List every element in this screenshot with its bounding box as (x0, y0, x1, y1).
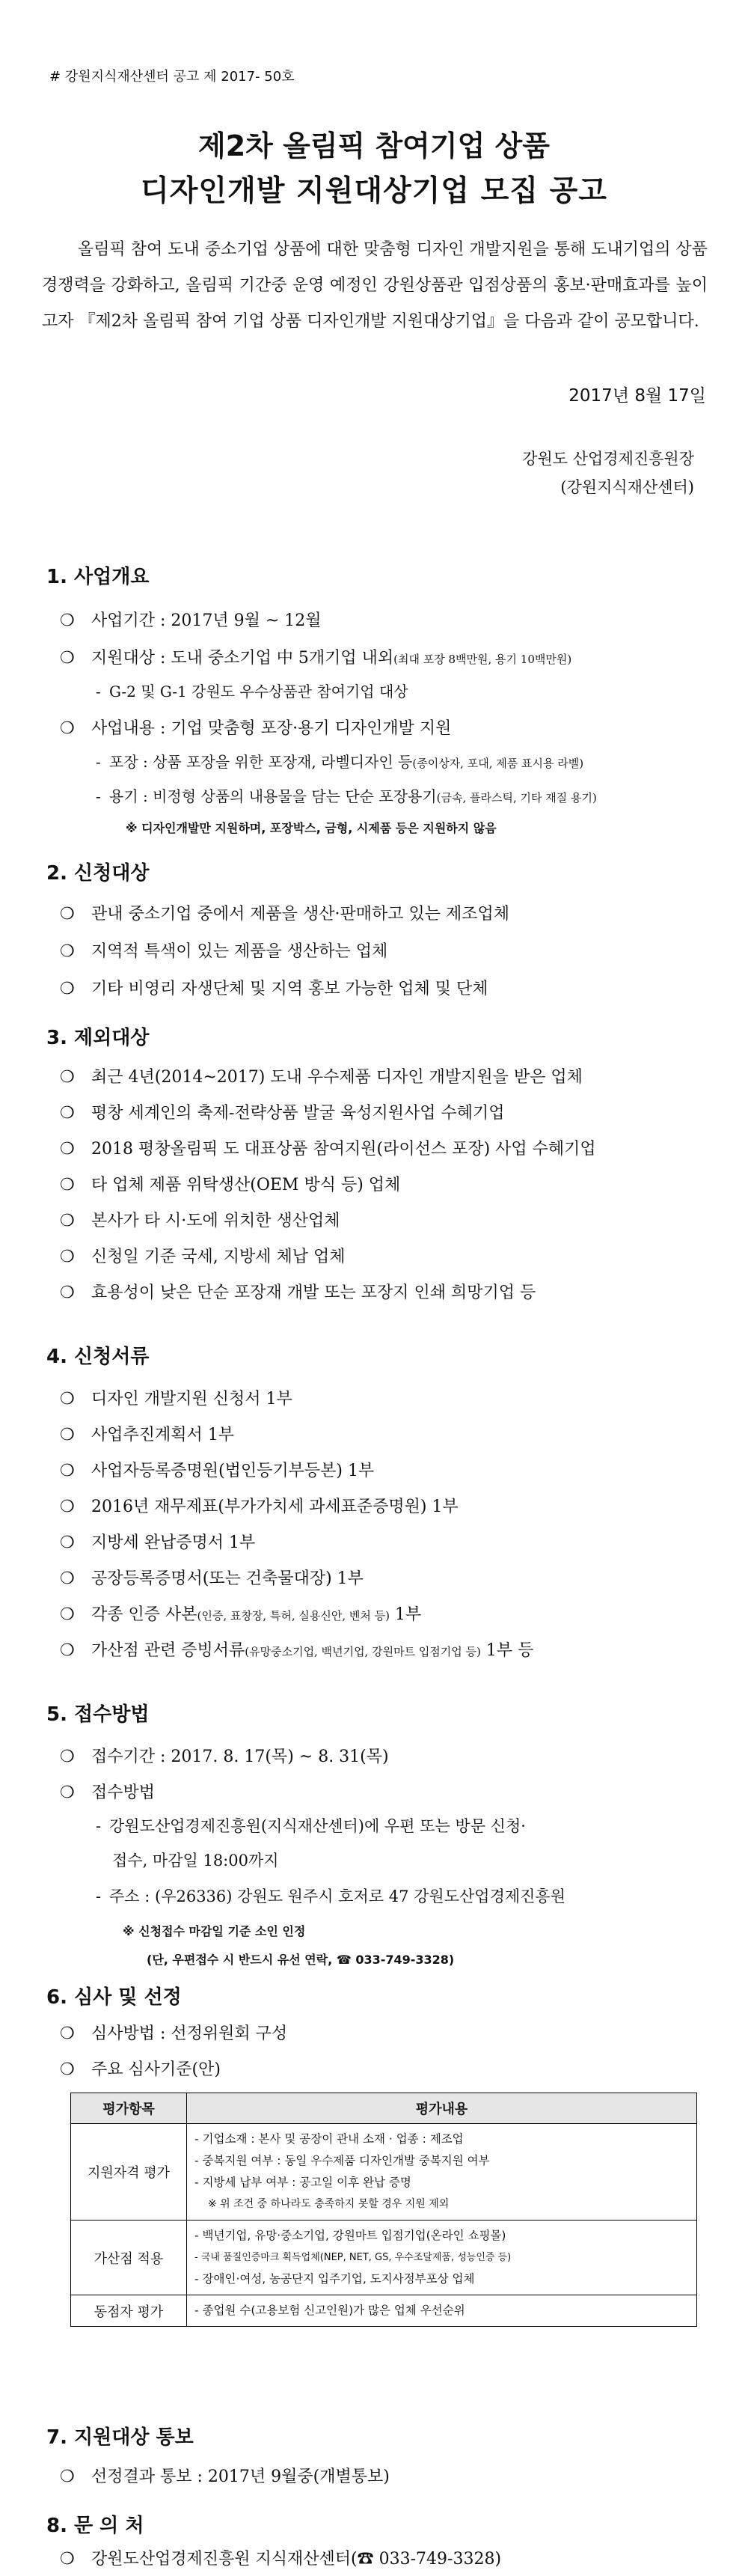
section-heading-notification: 7. 지원대상 통보 (46, 2426, 194, 2449)
bullet-icon: ❍ (60, 1605, 75, 1624)
list-item: ❍ 기타 비영리 자생단체 및 지역 홍보 가능한 업체 및 단체 (60, 980, 488, 998)
bullet-icon: ❍ (60, 2060, 75, 2079)
bullet-icon: ❍ (60, 980, 75, 998)
list-item: ❍ 강원도산업경제진흥원 지식재산센터(☎ 033-749-3328) (60, 2550, 502, 2569)
list-item: ❍ 최근 4년(2014~2017) 도내 우수제품 디자인 개발지원을 받은 업체 (60, 1068, 583, 1087)
sub-item: - 주소 : (우26336) 강원도 원주시 호저로 47 강원도산업경제진흥원 (96, 1887, 566, 1905)
bullet-icon: ❍ (60, 1498, 75, 1516)
list-item: ❍ 접수기간 : 2017. 8. 17(목) ~ 8. 31(목) (60, 1748, 389, 1766)
bullet-icon: ❍ (60, 611, 75, 630)
list-item: ❍ 심사방법 : 선정위원회 구성 (60, 2024, 288, 2043)
section-heading-eligibility: 2. 신청대상 (46, 862, 150, 885)
list-item: ❍ 2018 평창올림픽 도 대표상품 참여지원(라이선스 포장) 사업 수혜기업 (60, 1140, 596, 1159)
list-item: ❍ 지역적 특색이 있는 제품을 생산하는 업체 (60, 942, 388, 961)
list-item: ❍ 가산점 관련 증빙서류(유망중소기업, 백년기업, 강원마트 입점기업 등) 1부 등 (60, 1641, 534, 1660)
bullet-icon: ❍ (60, 1176, 75, 1194)
table-row (71, 2124, 697, 2221)
table-header-row (71, 2093, 697, 2124)
list-item: ❍ 각종 인증 사본(인증, 표창장, 특허, 실용신안, 벤처 등) 1부 (60, 1605, 422, 1624)
section-heading-review: 6. 심사 및 선정 (46, 1986, 182, 2009)
table-cell-content: - 종업원 수(고용보험 신고인원)가 많은 업체 우선순위 (187, 2295, 697, 2327)
table-row (71, 2221, 697, 2295)
issuer-subname: (강원지식재산센터) (560, 478, 694, 496)
bullet-icon: ❍ (60, 1140, 75, 1159)
table-header: 평가항목 (71, 2093, 187, 2124)
list-item: ❍ 관내 중소기업 중에서 제품을 생산·판매하고 있는 제조업체 (60, 905, 510, 924)
list-item: ❍ 평창 세계인의 축제-전략상품 발굴 육성지원사업 수혜기업 (60, 1104, 505, 1123)
bullet-icon: ❍ (60, 1569, 75, 1588)
table-cell-content: - 기업소재 : 본사 및 공장이 관내 소재 · 업종 : 제조업 - 중복지원 여부 : 동일 우수제품 디자인개발 중복지원 여부 - 지방세 납부 여부 : 공고일 이후 완납 증명 ※ 위 조건 중 하나라도 충족하지 못할 경우 지원 제외 (187, 2124, 697, 2221)
list-item: ❍ 주요 심사기준(안) (60, 2060, 221, 2079)
table-row (71, 2295, 697, 2327)
section-heading-overview: 1. 사업개요 (46, 566, 150, 588)
criteria-table (70, 2093, 697, 2327)
list-item: ❍ 본사가 타 시·도에 위치한 생산업체 (60, 1212, 340, 1230)
bullet-icon: ❍ (60, 1068, 75, 1087)
list-item: ❍ 사업내용 : 기업 맞춤형 포장·용기 디자인개발 지원 (60, 719, 452, 738)
bullet-icon: ❍ (60, 1212, 75, 1230)
sub-item-continued: 접수, 마감일 18:00까지 (112, 1852, 279, 1870)
bullet-icon: ❍ (60, 1641, 75, 1660)
list-item: ❍ 2016년 재무제표(부가가치세 과세표준증명원) 1부 (60, 1498, 459, 1516)
sub-item: - 강원도산업경제진흥원(지식재산센터)에 우편 또는 방문 신청· (96, 1817, 526, 1835)
announcement-date: 2017년 8월 17일 (568, 386, 706, 406)
list-item: ❍ 효용성이 낮은 단순 포장재 개발 또는 포장지 인쇄 희망기업 등 (60, 1284, 536, 1302)
bullet-icon: ❍ (60, 2024, 75, 2043)
table-cell-category: 가산점 적용 (71, 2221, 187, 2295)
notice-number: # 강원지식재산센터 공고 제 2017- 50호 (49, 69, 295, 85)
bullet-icon: ❍ (60, 1533, 75, 1552)
table-header: 평가내용 (187, 2093, 697, 2124)
bullet-icon: ❍ (60, 1390, 75, 1408)
list-item: ❍ 사업추진계획서 1부 (60, 1426, 235, 1444)
note: ※ 신청접수 마감일 기준 소인 인정 (123, 1924, 306, 1938)
list-item: ❍ 신청일 기준 국세, 지방세 체납 업체 (60, 1248, 346, 1266)
sub-item: - 포장 : 상품 포장을 위한 포장재, 라벨디자인 등(종이상자, 포대, 제품 표시용 라벨) (96, 753, 584, 771)
document-title-line2: 디자인개발 지원대상기업 모집 공고 (141, 174, 607, 208)
bullet-icon: ❍ (60, 1462, 75, 1480)
sub-item: - 용기 : 비정형 상품의 내용물을 담는 단순 포장용기(금속, 플라스틱, 기타 재질 용기) (96, 787, 597, 805)
list-item: ❍ 타 업체 제품 위탁생산(OEM 방식 등) 업체 (60, 1176, 401, 1194)
issuer (522, 445, 694, 501)
list-item: ❍ 디자인 개발지원 신청서 1부 (60, 1390, 292, 1408)
table-cell-category: 동점자 평가 (71, 2295, 187, 2327)
table-cell-content: - 백년기업, 유망·중소기업, 강원마트 입점기업(온라인 쇼핑몰) - 국내 품질인증마크 획득업체(NEP, NET, GS, 우수조달제품, 성능인증 등) - 장애인·여성, 농공단지 입주기업, 도지사정부포상 업체 (187, 2221, 697, 2295)
sub-item: - G-2 및 G-1 강원도 우수상품관 참여기업 대상 (96, 683, 408, 701)
note: ※ 디자인개발만 지원하며, 포장박스, 금형, 시제품 등은 지원하지 않음 (126, 821, 497, 835)
list-item: ❍ 접수방법 (60, 1783, 156, 1802)
bullet-icon: ❍ (60, 905, 75, 924)
bullet-icon: ❍ (60, 1248, 75, 1266)
bullet-icon: ❍ (60, 1748, 75, 1766)
bullet-icon: ❍ (60, 942, 75, 961)
list-item: ❍ 사업자등록증명원(법인등기부등본) 1부 (60, 1462, 375, 1480)
bullet-icon: ❍ (60, 1783, 75, 1802)
bullet-icon: ❍ (60, 1284, 75, 1302)
bullet-icon: ❍ (60, 1426, 75, 1444)
note: (단, 우편접수 시 반드시 유선 연락, ☎ 033-749-3328) (147, 1953, 455, 1967)
list-item: ❍ 사업기간 : 2017년 9월 ~ 12월 (60, 611, 322, 630)
list-item: ❍ 선정결과 통보 : 2017년 9월중(개별통보) (60, 2467, 390, 2486)
table-cell-category: 지원자격 평가 (71, 2124, 187, 2221)
list-item: ❍ 지방세 완납증명서 1부 (60, 1533, 256, 1552)
bullet-icon: ❍ (60, 2550, 75, 2569)
list-item: ❍ 공장등록증명서(또는 건축물대장) 1부 (60, 1569, 364, 1588)
section-heading-exclusions: 3. 제외대상 (46, 1027, 150, 1049)
document-title-line1: 제2차 올림픽 참여기업 상품 (198, 129, 550, 162)
bullet-icon: ❍ (60, 2467, 75, 2486)
section-heading-contact: 8. 문 의 처 (46, 2515, 144, 2537)
issuer-name: 강원도 산업경제진흥원장 (522, 450, 694, 468)
intro-paragraph: 올림픽 참여 도내 중소기업 상품에 대한 맞춤형 디자인 개발지원을 통해 도내기업의 상품 경쟁력을 강화하고, 올림픽 기간중 운영 예정인 강원상품관 입점상품의 홍보·판매효과를 높이고자 『제2차 올림픽 참여 기업 상품 디자인개발 지원대상기업』을 다음과 같이 공모합니다. (42, 240, 708, 331)
list-item: ❍ 지원대상 : 도내 중소기업 中 5개기업 내외(최대 포장 8백만원, 용기 10백만원) (60, 649, 572, 668)
section-heading-submission: 5. 접수방법 (46, 1703, 150, 1726)
bullet-icon: ❍ (60, 1104, 75, 1123)
bullet-icon: ❍ (60, 649, 75, 668)
section-heading-documents: 4. 신청서류 (46, 1346, 150, 1368)
bullet-icon: ❍ (60, 719, 75, 738)
